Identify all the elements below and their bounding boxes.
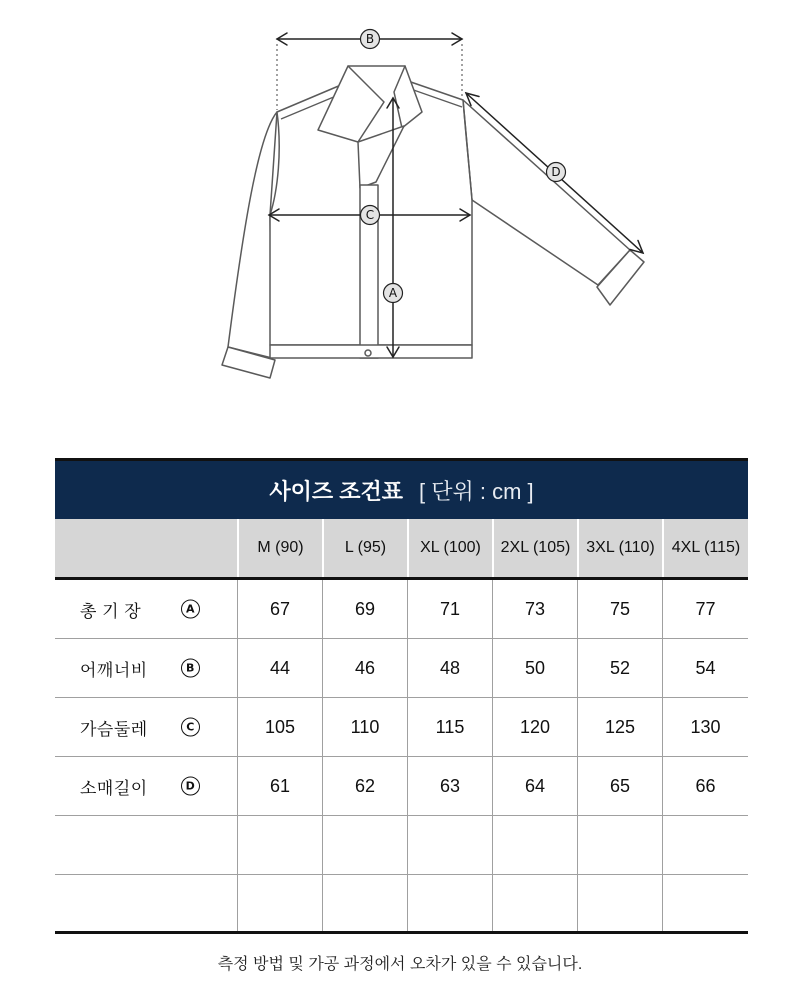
value-cell: 105 [237, 698, 322, 756]
empty-cell [407, 875, 492, 931]
size-header: 4XL (115) [662, 519, 748, 577]
marker-a-label: A [388, 286, 398, 300]
value-cell: 52 [577, 639, 662, 697]
value-cell: 75 [577, 580, 662, 638]
table-row [55, 698, 748, 757]
empty-table-row [55, 875, 748, 934]
row-label: 가슴둘레 [80, 719, 148, 739]
value-cell: 115 [407, 698, 492, 756]
value-cell: 125 [577, 698, 662, 756]
value-cell: 63 [407, 757, 492, 815]
table-row [55, 580, 748, 639]
value-cell: 64 [492, 757, 577, 815]
value-cell: 110 [322, 698, 407, 756]
empty-cell [322, 816, 407, 874]
row-label: 총 기 장 [80, 601, 142, 621]
empty-cell [577, 875, 662, 931]
empty-cell [237, 875, 322, 931]
value-cell: 46 [322, 639, 407, 697]
value-cell: 61 [237, 757, 322, 815]
value-cell: 62 [322, 757, 407, 815]
row-label-cell [55, 639, 237, 697]
value-cell: 130 [662, 698, 748, 756]
empty-cell [577, 816, 662, 874]
size-header: 3XL (110) [577, 519, 662, 577]
marker-c-label: C [365, 208, 375, 222]
table-row [55, 757, 748, 816]
empty-table-row [55, 816, 748, 875]
value-cell: 66 [662, 757, 748, 815]
jacket-measurement-diagram [0, 0, 800, 400]
size-chart-title: 사이즈 조건표 [269, 478, 403, 504]
value-cell: 48 [407, 639, 492, 697]
row-marker: C [181, 718, 200, 737]
value-cell: 65 [577, 757, 662, 815]
empty-cell [662, 875, 748, 931]
row-label-cell [55, 757, 237, 815]
empty-cell [55, 875, 237, 931]
row-marker: D [181, 777, 200, 796]
size-table [55, 519, 748, 934]
empty-cell [237, 816, 322, 874]
size-header: L (95) [322, 519, 407, 577]
empty-cell [55, 816, 237, 874]
row-marker: A [181, 600, 200, 619]
table-header-row [55, 519, 748, 580]
size-header: M (90) [237, 519, 322, 577]
empty-cell [662, 816, 748, 874]
size-chart-title-band [55, 458, 748, 519]
row-marker: B [181, 659, 200, 678]
measurement-disclaimer: 측정 방법 및 가공 과정에서 오차가 있을 수 있습니다. [217, 956, 583, 973]
row-label-cell [55, 580, 237, 638]
row-label: 어깨너비 [80, 660, 148, 680]
row-label: 소매길이 [80, 778, 148, 798]
empty-cell [492, 816, 577, 874]
marker-d-label: D [551, 165, 561, 179]
value-cell: 50 [492, 639, 577, 697]
value-cell: 71 [407, 580, 492, 638]
empty-cell [492, 875, 577, 931]
size-header: 2XL (105) [492, 519, 577, 577]
size-header: XL (100) [407, 519, 492, 577]
value-cell: 73 [492, 580, 577, 638]
marker-a [384, 284, 403, 303]
marker-b [361, 30, 380, 49]
right-sleeve [463, 100, 630, 285]
marker-d [547, 163, 566, 182]
header-corner-cell [55, 519, 237, 577]
marker-c [361, 206, 380, 225]
value-cell: 77 [662, 580, 748, 638]
table-row [55, 639, 748, 698]
value-cell: 120 [492, 698, 577, 756]
empty-cell [322, 875, 407, 931]
value-cell: 54 [662, 639, 748, 697]
value-cell: 67 [237, 580, 322, 638]
row-label-cell [55, 698, 237, 756]
size-chart-unit: [ 단위 : cm ] [419, 478, 534, 504]
value-cell: 69 [322, 580, 407, 638]
hem-button [365, 350, 371, 356]
marker-b-label: B [365, 32, 375, 46]
empty-cell [407, 816, 492, 874]
value-cell: 44 [237, 639, 322, 697]
